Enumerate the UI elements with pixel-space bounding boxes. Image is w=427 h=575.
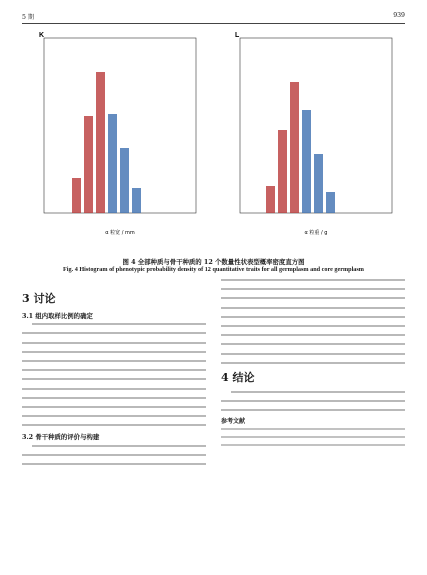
- panel-l-xlabel: α 粒重 / g: [304, 230, 328, 236]
- references-heading: 参考文献: [221, 418, 246, 426]
- issue-number: 5 期: [22, 14, 35, 21]
- figure-4-histograms: [22, 26, 405, 258]
- panel-l: [235, 32, 392, 236]
- panel-k-letter: K: [39, 32, 45, 39]
- page-number: 939: [393, 12, 405, 19]
- references: [221, 418, 405, 446]
- panel-k: [39, 32, 196, 236]
- section-3-2-body: [22, 445, 206, 465]
- section-4-heading: 4 结论: [221, 370, 255, 384]
- section-3-1-heading: 3.1 组内取样比例的确定: [22, 312, 93, 320]
- running-header: [22, 11, 405, 24]
- figure-caption-cn: 图 4 全部种质与骨干种质的 12 个数量性状表型概率密度直方图: [122, 258, 305, 266]
- section-4-body: [221, 391, 405, 411]
- section-3-2-heading: 3.2 骨干种质的评价与构建: [22, 433, 100, 442]
- panel-k-xlabel: α 粒宽 / mm: [105, 230, 135, 236]
- right-column-body: [221, 279, 405, 364]
- right-column: [221, 279, 405, 452]
- figure-4: [22, 26, 405, 258]
- figure-caption-en: Fig. 4 Histogram of phenotypic probability density of 12 quantitative traits for all germplasm and core germplasm: [63, 266, 364, 273]
- left-column: [22, 287, 206, 472]
- section-3-heading: 3 讨论: [22, 292, 56, 305]
- panel-l-letter: L: [235, 32, 240, 39]
- section-3-1-body: [22, 323, 206, 426]
